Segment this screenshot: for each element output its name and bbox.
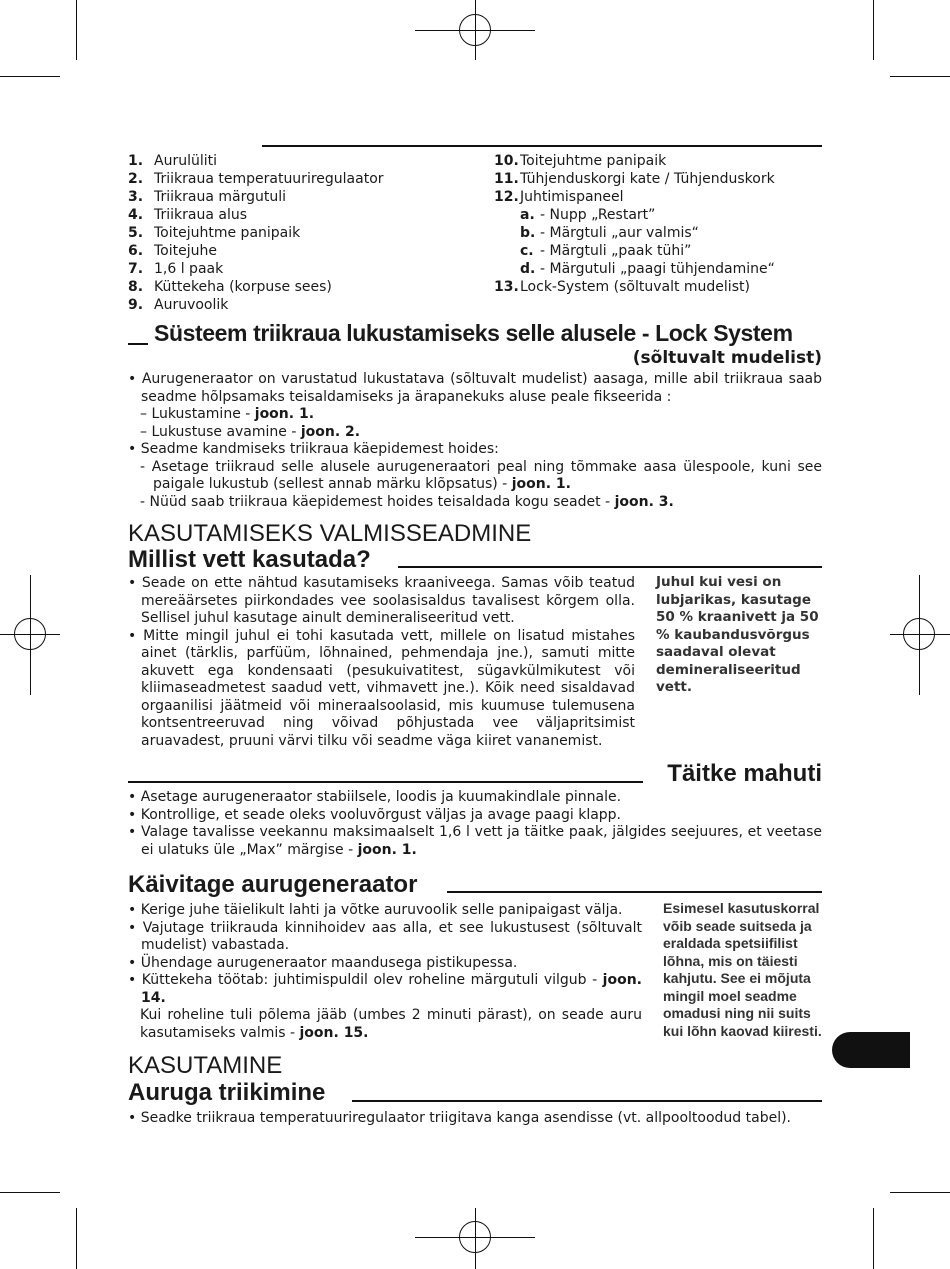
list-item: d. - Märgutuli „paagi tühjendamine“	[520, 261, 775, 277]
parts-list-right	[494, 152, 834, 296]
bullet-item: • Küttekeha töötab: juhtimispuldil olev roheline märgutuli vilgub - joon. 14.	[128, 972, 642, 1006]
bullet-item: • Kerige juhe täielikult lahti ja võtke auruvoolik selle panipaigast välja.	[128, 902, 623, 918]
crop-mark	[890, 1192, 950, 1193]
list-item: b. - Märgtuli „aur valmis“	[520, 225, 699, 241]
heading-rule	[398, 566, 822, 568]
dash-item: - Nüüd saab triikraua käepidemest hoides teisaldada kogu seadet - joon. 3.	[140, 493, 674, 510]
bullet-item: • Seadme kandmiseks triikraua käepidemest hoides:	[128, 441, 499, 457]
dash-item: - Asetage triikraud selle alusele aurugeneraatori peal ning tõmmake aasa ülespoole, kuni see paigale lukustub (sellest annab märku klõpsatus) - joon. 1.	[140, 458, 822, 492]
bullet-item: • Mitte mingil juhul ei tohi kasutada vett, millele on lisatud mistahes ainet (tärklis, parfüüm, lõhnained, pehmendaja jne.), samuti mitte akuvett ega kondensaati (pesukuivatitest, sügavkülmikutest või kliimaseadmetest saadud vett, vihmavett jne.). Kõik need sisaldavad orgaanilisi jäätmeid või mineraalsoolasid, mis kuumuse tulemusena kontsentreeruvad ning võivad põhjustada vee väljapritsimist aruavadest, pruuni värvi tilku või seadme väga kiiret vananemist.	[128, 627, 635, 749]
lock-subheading: (sõltuvalt mudelist)	[632, 348, 822, 368]
lock-heading: Süsteem triikraua lukustamiseks selle alusele - Lock System	[154, 320, 793, 346]
water-text	[128, 575, 635, 750]
crop-mark	[873, 0, 874, 60]
crop-mark	[890, 76, 950, 77]
list-item: 2. Triikraua temperatuuriregulaator	[128, 171, 384, 187]
list-item: 5. Toitejuhtme panipaik	[128, 225, 301, 241]
dash-item: – Lukustamine - joon. 1.	[140, 406, 315, 422]
list-item: 6. Toitejuhe	[128, 243, 217, 259]
water-subheading: Millist vett kasutada?	[128, 546, 371, 573]
dash-item: – Lukustuse avamine - joon. 2.	[140, 423, 361, 440]
list-item: 3. Triikraua märgutuli	[128, 189, 287, 205]
ironing-subheading: Auruga triikimine	[128, 1079, 326, 1106]
top-rule	[262, 145, 822, 147]
use-text	[128, 1110, 828, 1128]
start-side-note: Esimesel kasutuskorral võib seade suitseda ja eraldada spetsiifilist lõhna, mis on täiesti kahjutu. See ei mõjuta mingil moel seadme omadusi ning nii suits kui lõhn kaovad kiiresti.	[663, 900, 822, 1039]
crop-mark	[76, 0, 77, 60]
fill-heading: Täitke mahuti	[667, 760, 822, 787]
bullet-item: • Valage tavalisse veekannu maksimaalselt 1,6 l vett ja täitke paak, jälgides seejuures, et veetase ei ulatuks üle „Max” märgise - joon. 1.	[128, 824, 822, 858]
bullet-item: • Seade on ette nähtud kasutamiseks kraaniveega. Samas võib teatud mereäärsetes piirkondades vee soolasisaldus tavalisest kõrgem olla. Sellisel juhul kasutage ainult demineraliseeritud vett.	[128, 575, 635, 626]
list-item: 11. Tühjenduskorgi kate / Tühjenduskork	[494, 171, 775, 187]
fill-text	[128, 789, 822, 859]
registration-circle	[459, 14, 491, 46]
bullet-item: • Vajutage triikrauda kinnihoidev aas alla, et see lukustusest (sõltuvalt mudelist) vabastada.	[128, 919, 642, 953]
crop-mark	[0, 1192, 60, 1193]
water-side-note: Juhul kui vesi on lubjarikas, kasutage 50 % kraanivett ja 50 % kaubandusvõrgus saadaval olevat demineraliseeritud vett.	[656, 574, 819, 695]
ready-heading: KASUTAMISEKS VALMISSEADMINE	[128, 520, 532, 547]
crop-mark	[0, 76, 60, 77]
start-text	[128, 902, 642, 1042]
bullet-item: • Aurugeneraator on varustatud lukustatava (sõltuvalt mudelist) aasaga, mille abil triikraua saab seadme hõlpsamaks teisaldamiseks ja ärapanekuks aluse peale fikseerida :	[128, 371, 822, 405]
page-tab	[832, 1032, 910, 1068]
parts-list-left	[128, 152, 478, 314]
registration-circle	[903, 618, 935, 650]
heading-rule	[352, 1100, 822, 1102]
bullet-item: • Ühendage aurugeneraator maandusega pistikupessa.	[128, 954, 518, 971]
bullet-item: • Asetage aurugeneraator stabiilsele, loodis ja kuumakindlale pinnale.	[128, 789, 622, 805]
crop-mark	[76, 1208, 77, 1269]
heading-rule	[447, 891, 822, 893]
list-item: 12. Juhtimispaneel	[494, 189, 624, 205]
start-heading: Käivitage aurugeneraator	[128, 871, 418, 898]
list-item: 8. Küttekeha (korpuse sees)	[128, 279, 332, 295]
list-item: 13. Lock-System (sõltuvalt mudelist)	[494, 279, 750, 295]
list-item: 1. Aurulüliti	[128, 153, 217, 169]
heading-rule	[128, 781, 643, 783]
list-item: 9. Auruvoolik	[128, 297, 229, 313]
list-item: 10. Toitejuhtme panipaik	[494, 153, 667, 169]
bullet-item: • Kontrollige, et seade oleks vooluvõrgust väljas ja avage paagi klapp.	[128, 806, 622, 823]
list-item: c. - Märgtuli „paak tühi”	[520, 243, 692, 259]
registration-circle	[14, 618, 46, 650]
heading-rule	[128, 343, 148, 345]
paragraph: Kui roheline tuli põlema jääb (umbes 2 minuti pärast), on seade auru kasutamiseks valmis - joon. 15.	[140, 1007, 642, 1041]
bullet-item: • Seadke triikraua temperatuuriregulaator triigitava kanga asendisse (vt. allpooltoodud tabel).	[128, 1110, 792, 1126]
list-item: a. - Nupp „Restart”	[520, 207, 656, 223]
list-item: 4. Triikraua alus	[128, 207, 248, 223]
list-item: 7. 1,6 l paak	[128, 261, 224, 277]
registration-circle	[459, 1221, 491, 1253]
lock-text	[128, 371, 822, 511]
use-heading: KASUTAMINE	[128, 1052, 283, 1079]
crop-mark	[873, 1208, 874, 1269]
